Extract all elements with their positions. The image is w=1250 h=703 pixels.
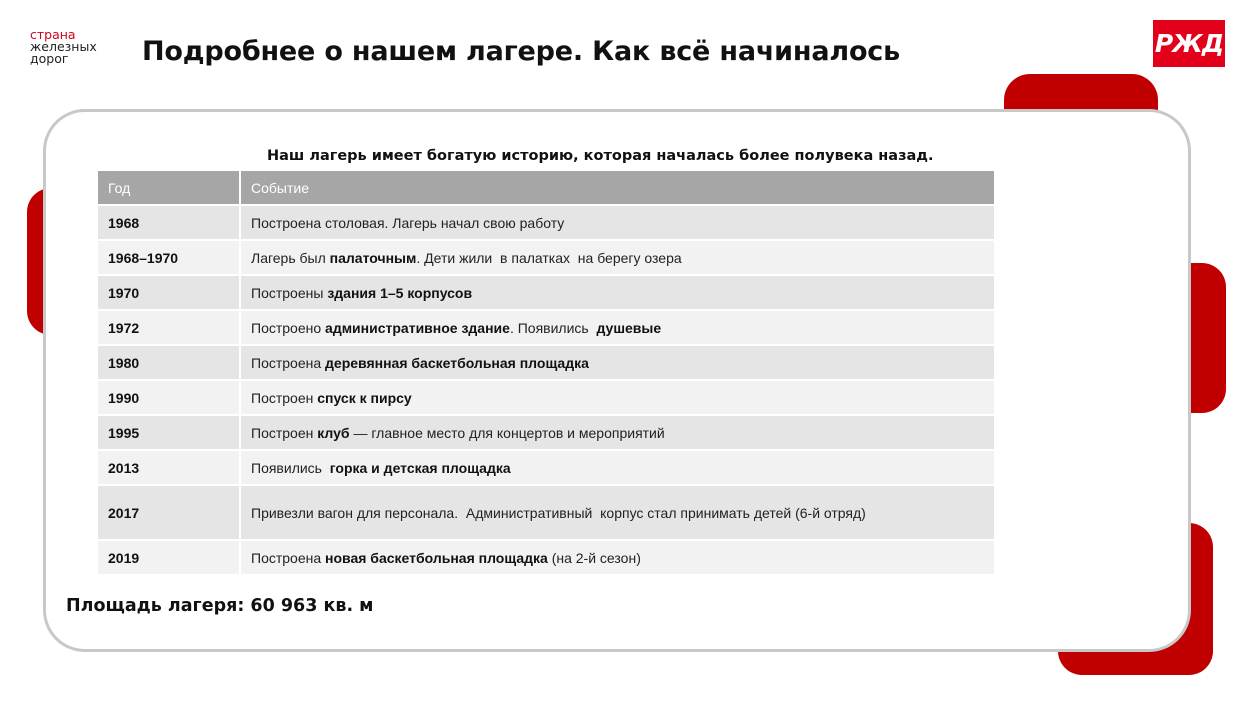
event-text: Построен [251, 389, 318, 406]
event-cell [239, 274, 994, 309]
event-cell [239, 239, 994, 274]
table-row [98, 484, 994, 539]
event-text: — главное место для концертов и мероприятий [349, 424, 665, 441]
event-cell [239, 379, 994, 414]
table-header-row [98, 171, 994, 204]
rzd-logo-text: РЖД [1154, 29, 1224, 58]
event-cell [239, 344, 994, 379]
history-table-body [98, 204, 994, 574]
event-cell [239, 204, 994, 239]
brand-logo-line-1: страна [30, 27, 76, 42]
brand-logo-line-2: железных [30, 39, 97, 54]
table-row [98, 539, 994, 574]
history-subtitle: Наш лагерь имеет богатую историю, которая началась более полувека назад. [267, 148, 934, 164]
table-row [98, 274, 994, 309]
event-cell [239, 309, 994, 344]
year-cell: 1990 [98, 379, 239, 414]
event-highlight: здания 1–5 корпусов [327, 284, 473, 301]
event-text: . Дети жили в палатках на берегу озера [416, 249, 682, 266]
table-row [98, 449, 994, 484]
year-cell: 1972 [98, 309, 239, 344]
event-highlight: палаточным [329, 249, 417, 266]
event-cell [239, 414, 994, 449]
event-text: Привезли вагон для персонала. Административный корпус стал принимать детей (6-й отряд) [251, 504, 866, 521]
year-cell: 1995 [98, 414, 239, 449]
event-text: Построены [251, 284, 328, 301]
table-row [98, 309, 994, 344]
event-highlight: спуск к пирсу [317, 389, 412, 406]
year-cell: 1980 [98, 344, 239, 379]
event-text: Построен [251, 424, 318, 441]
event-highlight: клуб [317, 424, 350, 441]
table-row [98, 379, 994, 414]
year-cell: 2017 [98, 484, 239, 539]
event-text: Лагерь был [251, 249, 330, 266]
table-row [98, 414, 994, 449]
camp-area-text: Площадь лагеря: 60 963 кв. м [66, 596, 374, 616]
brand-logo-text [30, 29, 97, 65]
event-text: . Появились [509, 319, 597, 336]
year-cell: 1968–1970 [98, 239, 239, 274]
event-text: Построено [251, 319, 326, 336]
event-text: Построена [251, 549, 326, 566]
event-text: (на 2-й сезон) [547, 549, 641, 566]
year-cell: 1970 [98, 274, 239, 309]
year-cell: 2013 [98, 449, 239, 484]
event-text: Появились [251, 459, 330, 476]
header-event: Событие [239, 171, 994, 204]
event-highlight: новая баскетбольная площадка [325, 549, 548, 566]
event-cell [239, 484, 994, 539]
table-row [98, 344, 994, 379]
event-highlight: деревянная баскетбольная площадка [325, 354, 589, 371]
rzd-logo-icon [1153, 20, 1225, 67]
brand-logo-line-3: дорог [30, 51, 69, 66]
event-highlight: душевые [596, 319, 662, 336]
table-row [98, 204, 994, 239]
header-year: Год [98, 171, 239, 204]
year-cell: 1968 [98, 204, 239, 239]
table-row [98, 239, 994, 274]
event-cell [239, 449, 994, 484]
history-table [98, 171, 994, 574]
year-cell: 2019 [98, 539, 239, 574]
event-cell [239, 539, 994, 574]
event-highlight: административное здание [325, 319, 510, 336]
event-text: Построена [251, 354, 326, 371]
event-highlight: горка и детская площадка [329, 459, 511, 476]
event-text: Построена столовая. Лагерь начал свою работу [251, 214, 565, 231]
page-title: Подробнее о нашем лагере. Как всё начиналось [142, 36, 900, 67]
